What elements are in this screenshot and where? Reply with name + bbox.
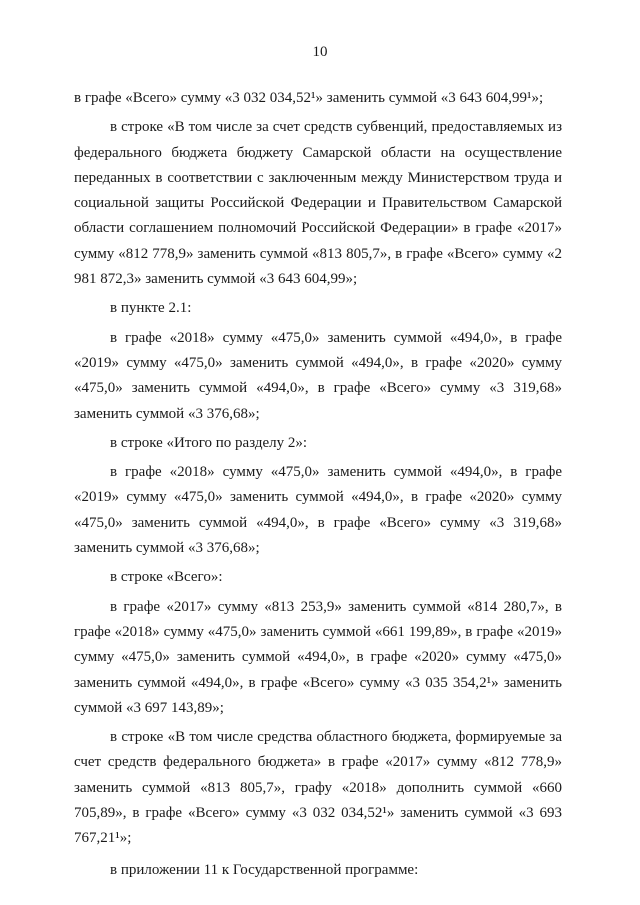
paragraph: в графе «Всего» сумму «3 032 034,52¹» заменить суммой «3 643 604,99¹»; bbox=[74, 90, 544, 106]
paragraph: в графе «2018» сумму «475,0» заменить суммой «494,0», в графе «2019» сумму «475,0» заменить суммой «494,0», в графе «2020» сумму «475,0» заменить суммой «494,0», в графе «Всего» сумму «3 319,68» заменить суммой «3 376,68»; bbox=[74, 329, 562, 422]
page-number: 10 bbox=[312, 44, 328, 60]
paragraph: в строке «В том числе за счет средств субвенций, предоставляемых из федерального бюджета бюджету Самарской области на осуществление переданных в соответствии с заключенным между Министерством труда и социальной защиты Российской Федерации и Правительством Самарской области соглашением полномочий Российской Федерации» в графе «2017» сумму «812 778,9» заменить суммой «813 805,7», в графе «Всего» сумму «2 981 872,3» заменить суммой «3 643 604,99»; bbox=[74, 119, 562, 288]
paragraph: в строке «Всего»: bbox=[110, 569, 223, 586]
paragraph: в пункте 2.1: bbox=[110, 300, 192, 317]
paragraph: в графе «2018» сумму «475,0» заменить суммой «494,0», в графе «2019» сумму «475,0» заменить суммой «494,0», в графе «2020» сумму «475,0» заменить суммой «494,0», в графе «Всего» сумму «3 319,68» заменить суммой «3 376,68»; bbox=[74, 464, 562, 557]
paragraph: в строке «Итого по разделу 2»: bbox=[110, 434, 308, 451]
paragraph: в приложении 11 к Государственной программе: bbox=[110, 861, 419, 878]
paragraph: в графе «2017» сумму «813 253,9» заменить суммой «814 280,7», в графе «2018» сумму «475,0» заменить суммой «661 199,89», в графе «2019» сумму «475,0» заменить суммой «494,0», в графе «2020» сумму «475,0» заменить суммой «494,0», в графе «Всего» сумму «3 035 354,2¹» заменить суммой «3 697 143,89»; bbox=[74, 598, 562, 716]
document-body bbox=[74, 86, 562, 883]
paragraph: в строке «В том числе средства областного бюджета, формируемые за счет средств федерального бюджета» в графе «2017» сумму «812 778,9» заменить суммой «813 805,7», графу «2018» дополнить суммой «660 705,89», в графе «Всего» сумму «3 032 034,52¹» заменить суммой «3 693 767,21¹»; bbox=[74, 729, 562, 847]
